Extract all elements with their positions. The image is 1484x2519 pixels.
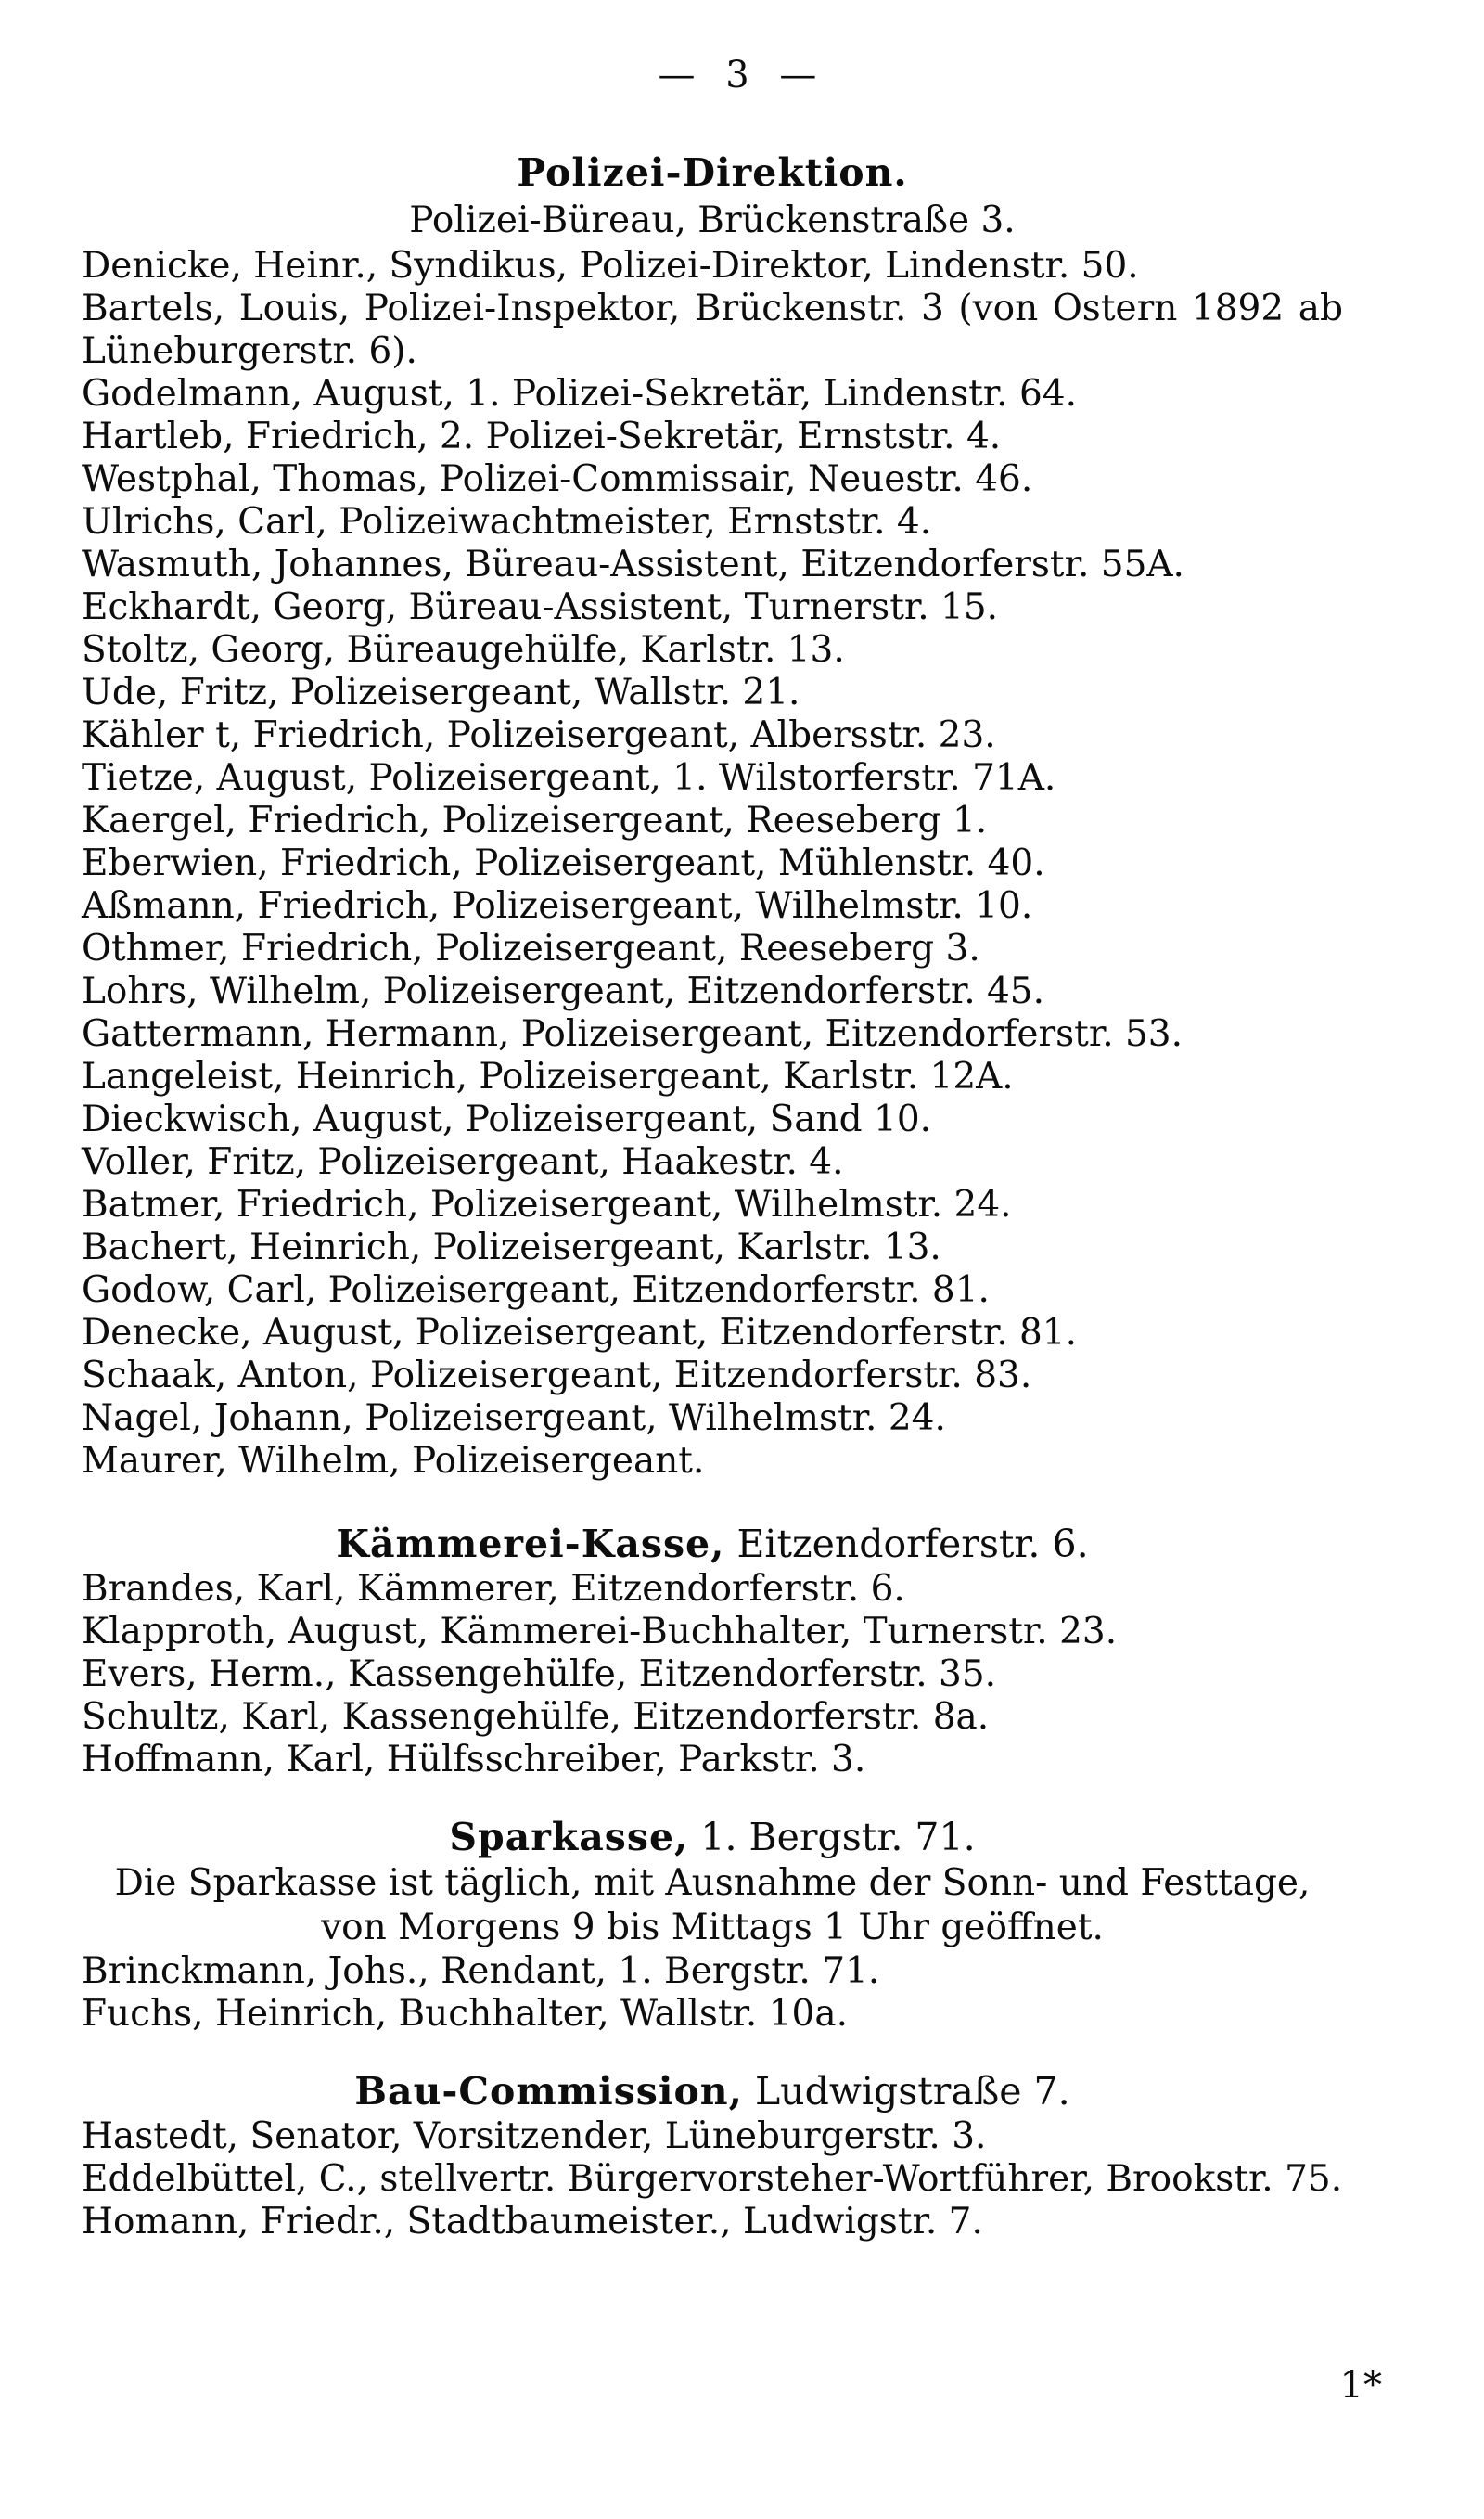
section-kaemmerei-kasse	[82, 1520, 1343, 1781]
list-item: Fuchs, Heinrich, Buchhalter, Wallstr. 10a.	[82, 1993, 848, 2035]
list-item: Bachert, Heinrich, Polizeisergeant, Karlstr. 13.	[82, 1227, 941, 1268]
page-number: — 3 —	[658, 54, 826, 96]
polizei-entry-list	[82, 245, 1343, 1483]
section-spacer	[82, 1781, 1343, 1813]
section-spacer	[82, 2036, 1343, 2067]
sparkasse-hours-line-1: Die Sparkasse ist täglich, mit Ausnahme der Sonn- und Festtage,	[114, 1862, 1311, 1904]
list-item: Voller, Fritz, Polizeisergeant, Haakestr. 4.	[82, 1141, 844, 1183]
list-item: Gattermann, Hermann, Polizeisergeant, Eitzendorferstr. 53.	[82, 1013, 1183, 1055]
list-item: Tietze, August, Polizeisergeant, 1. Wilstorferstr. 71A.	[82, 757, 1056, 799]
list-item: Eckhardt, Georg, Büreau-Assistent, Turnerstr. 15.	[82, 586, 999, 628]
list-item: Godow, Carl, Polizeisergeant, Eitzendorferstr. 81.	[82, 1269, 990, 1311]
section-sparkasse	[82, 1813, 1343, 2036]
list-item: Eberwien, Friedrich, Polizeisergeant, Mühlenstr. 40.	[82, 842, 1045, 884]
list-item: Denecke, August, Polizeisergeant, Eitzendorferstr. 81.	[82, 1312, 1078, 1354]
list-item: Evers, Herm., Kassengehülfe, Eitzendorferstr. 35.	[82, 1653, 997, 1695]
section-bau-commission	[82, 2067, 1343, 2243]
list-item: Ude, Fritz, Polizeisergeant, Wallstr. 21.	[82, 672, 800, 713]
list-item: Wasmuth, Johannes, Büreau-Assistent, Eitzendorferstr. 55A.	[82, 544, 1184, 585]
list-item: Schaak, Anton, Polizeisergeant, Eitzendorferstr. 83.	[82, 1355, 1032, 1396]
list-item: Maurer, Wilhelm, Polizeisergeant.	[82, 1440, 705, 1482]
list-item: Brandes, Karl, Kämmerer, Eitzendorferstr. 6.	[82, 1568, 905, 1610]
list-item: Brinckmann, Johs., Rendant, 1. Bergstr. 71.	[82, 1950, 880, 1992]
list-item: Kaergel, Friedrich, Polizeisergeant, Reeseberg 1.	[82, 800, 988, 842]
list-item: Denicke, Heinr., Syndikus, Polizei-Direktor, Lindenstr. 50.	[82, 245, 1139, 287]
list-item: Hoffmann, Karl, Hülfsschreiber, Parkstr. 3.	[82, 1739, 866, 1780]
list-item: Ulrichs, Carl, Polizeiwachtmeister, Ernststr. 4.	[82, 501, 932, 543]
list-item: Nagel, Johann, Polizeisergeant, Wilhelmstr. 24.	[82, 1397, 946, 1439]
list-item: Batmer, Friedrich, Polizeisergeant, Wilhelmstr. 24.	[82, 1184, 1012, 1226]
section-spacer	[82, 1483, 1343, 1520]
page-content	[82, 148, 1343, 2243]
list-item: Dieckwisch, August, Polizeisergeant, Sand 10.	[82, 1099, 932, 1140]
sparkasse-hours-line-2: von Morgens 9 bis Mittags 1 Uhr geöffnet.	[321, 1907, 1104, 1948]
list-item: Kähler t, Friedrich, Polizeisergeant, Albersstr. 23.	[82, 714, 996, 756]
list-item: Schultz, Karl, Kassengehülfe, Eitzendorferstr. 8a.	[82, 1696, 990, 1738]
list-item: Homann, Friedr., Stadtbaumeister., Ludwigstr. 7.	[82, 2201, 983, 2243]
section-address-bau: Ludwigstraße 7.	[754, 2069, 1070, 2114]
section-title-sparkasse: Sparkasse,	[449, 1815, 689, 1859]
list-item: Klapproth, August, Kämmerei-Buchhalter, Turnerstr. 23.	[82, 1611, 1118, 1652]
sparkasse-entry-list	[82, 1950, 1343, 2036]
list-item: Othmer, Friedrich, Polizeisergeant, Reeseberg 3.	[82, 928, 980, 970]
list-item: Hastedt, Senator, Vorsitzender, Lüneburgerstr. 3.	[82, 2115, 987, 2157]
section-title-polizei: Polizei-Direktion.	[517, 150, 908, 195]
section-polizei-direktion	[82, 148, 1343, 1483]
section-address-sparkasse: 1. Bergstr. 71.	[700, 1815, 976, 1859]
signature-mark: 1*	[1339, 2364, 1382, 2407]
list-item: Godelmann, August, 1. Polizei-Sekretär, Lindenstr. 64.	[82, 373, 1077, 415]
kaemmerei-entry-list	[82, 1568, 1343, 1781]
list-item: Bartels, Louis, Polizei-Inspektor, Brückenstr. 3 (von Ostern 1892 ab Lüneburgerstr. 6).	[82, 288, 1343, 372]
list-item: Aßmann, Friedrich, Polizeisergeant, Wilhelmstr. 10.	[82, 885, 1033, 927]
section-subtitle-polizei: Polizei-Büreau, Brückenstraße 3.	[409, 199, 1016, 241]
section-title-kaemmerei: Kämmerei-Kasse,	[336, 1522, 725, 1566]
section-address-kaemmerei: Eitzendorferstr. 6.	[736, 1522, 1089, 1566]
list-item: Langeleist, Heinrich, Polizeisergeant, Karlstr. 12A.	[82, 1056, 1014, 1098]
list-item: Westphal, Thomas, Polizei-Commissair, Neuestr. 46.	[82, 458, 1033, 500]
list-item: Lohrs, Wilhelm, Polizeisergeant, Eitzendorferstr. 45.	[82, 970, 1045, 1012]
list-item: Eddelbüttel, C., stellvertr. Bürgervorsteher-Wortführer, Brookstr. 75.	[82, 2158, 1343, 2200]
list-item: Hartleb, Friedrich, 2. Polizei-Sekretär, Ernststr. 4.	[82, 416, 1002, 457]
list-item: Stoltz, Georg, Büreaugehülfe, Karlstr. 13.	[82, 629, 845, 671]
section-title-bau: Bau-Commission,	[354, 2069, 743, 2114]
bau-entry-list	[82, 2115, 1343, 2243]
